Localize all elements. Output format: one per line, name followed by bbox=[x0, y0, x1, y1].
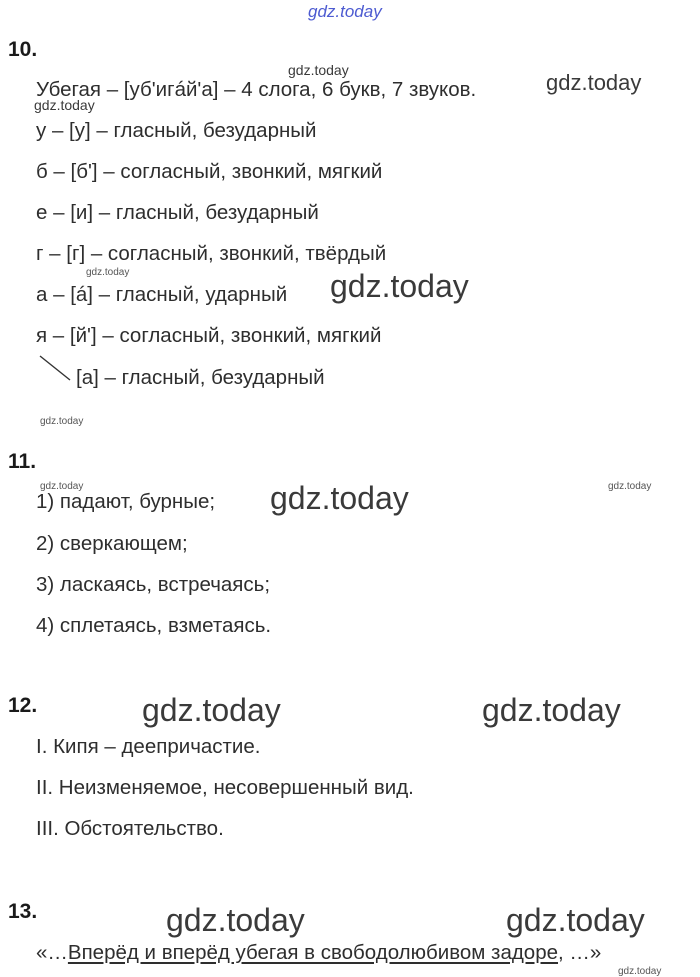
letter-analysis: а – [á] – гласный, ударный bbox=[36, 283, 288, 306]
watermark-tiny: gdz.today bbox=[608, 481, 652, 492]
watermark-large: gdz.today bbox=[270, 480, 409, 516]
letter-analysis: [а] – гласный, безударный bbox=[76, 366, 325, 389]
task-number: 11. bbox=[8, 450, 37, 473]
answer-line: 1) падают, бурные; bbox=[36, 490, 216, 513]
watermark-large: gdz.today bbox=[482, 692, 621, 728]
task-number: 10. bbox=[8, 38, 38, 61]
watermark-small: gdz.today bbox=[288, 62, 349, 78]
quote-open: «… bbox=[36, 941, 68, 964]
letter-analysis: я – [й'] – согласный, звонкий, мягкий bbox=[36, 324, 382, 347]
letter-analysis: б – [б'] – согласный, звонкий, мягкий bbox=[36, 160, 383, 183]
answer-line: 4) сплетаясь, взметаясь. bbox=[36, 614, 272, 637]
letter-analysis: у – [у] – гласный, безударный bbox=[36, 119, 317, 142]
answer-line: 3) ласкаясь, встречаясь; bbox=[36, 573, 271, 596]
phonetic-transcription: Убегая – [уб'игáй'а] – 4 слога, 6 букв, 7 звуков. bbox=[36, 78, 477, 101]
watermark-large: gdz.today bbox=[330, 268, 469, 304]
branch-connector bbox=[36, 352, 76, 384]
watermark-medium: gdz.today bbox=[546, 70, 642, 95]
watermark-large: gdz.today bbox=[166, 902, 305, 938]
answer-line: II. Неизменяемое, несовершенный вид. bbox=[36, 776, 414, 799]
quote-underlined: Вперёд и вперёд убегая в свободолюбивом задоре bbox=[67, 941, 559, 964]
letter-analysis: г – [г] – согласный, звонкий, твёрдый bbox=[36, 242, 387, 265]
task-number: 13. bbox=[8, 900, 38, 923]
watermark-tiny: gdz.today bbox=[618, 966, 662, 977]
answer-line: I. Кипя – деепричастие. bbox=[36, 735, 261, 758]
letter-analysis: е – [и] – гласный, безударный bbox=[36, 201, 319, 224]
watermark-tiny: gdz.today bbox=[40, 481, 84, 492]
watermark-large: gdz.today bbox=[142, 692, 281, 728]
answer-line: III. Обстоятельство. bbox=[36, 817, 224, 840]
quote-line bbox=[36, 941, 601, 965]
quote-close: , …» bbox=[558, 941, 602, 964]
watermark-tiny: gdz.today bbox=[86, 267, 130, 278]
answer-line: 2) сверкающем; bbox=[36, 532, 188, 555]
watermark-tiny: gdz.today bbox=[40, 416, 84, 427]
watermark-small: gdz.today bbox=[34, 97, 95, 113]
watermark-top: gdz.today bbox=[308, 2, 382, 21]
watermark-large: gdz.today bbox=[506, 902, 645, 938]
task-number: 12. bbox=[8, 694, 38, 717]
